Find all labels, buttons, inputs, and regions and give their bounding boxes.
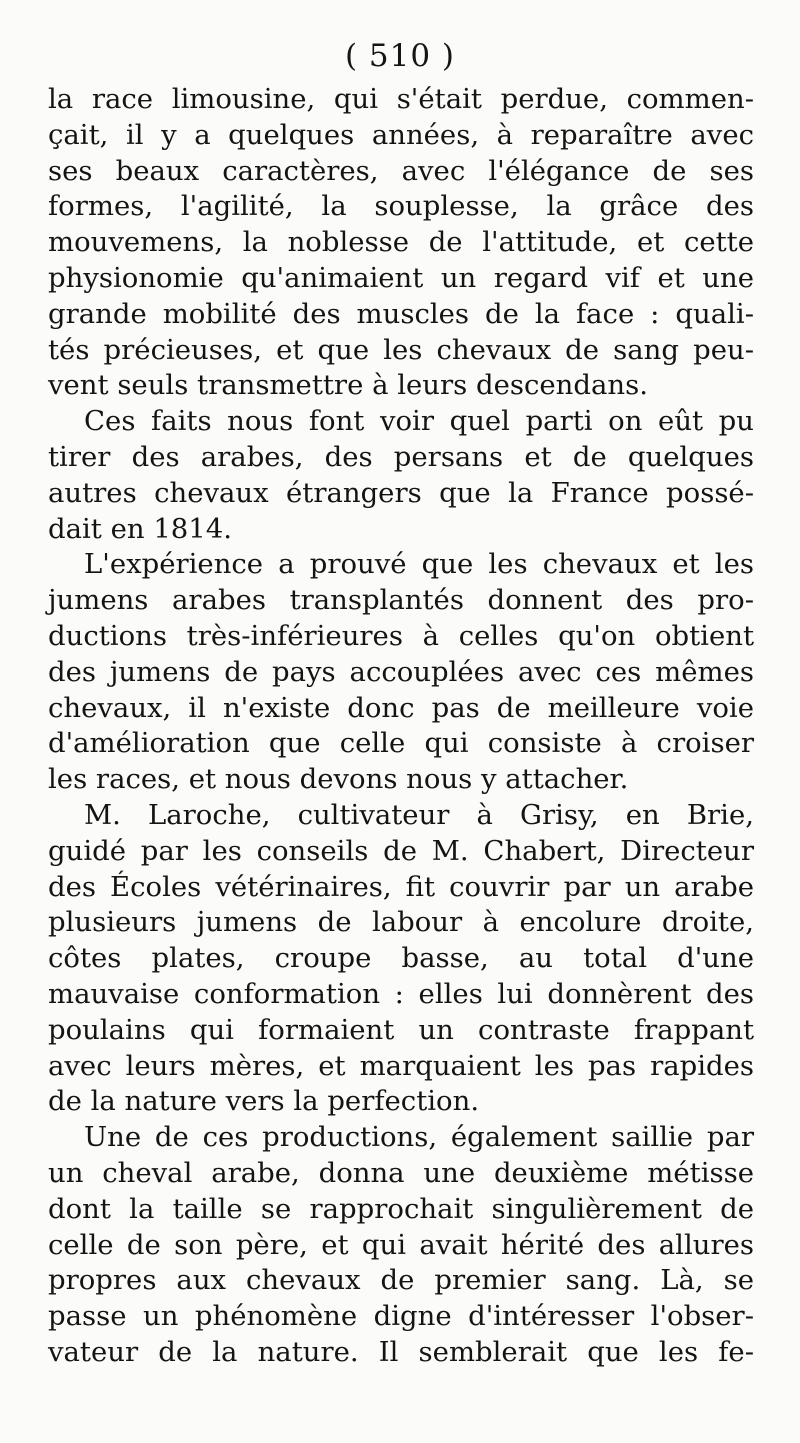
text-line: dont la taille se rapprochait singulièrement de bbox=[48, 1192, 754, 1225]
text-line: avec leurs mères, et marquaient les pas rapides bbox=[48, 1049, 754, 1082]
paragraph bbox=[48, 547, 754, 798]
text-line: propres aux chevaux de premier sang. Là, se bbox=[48, 1264, 754, 1297]
text-line: Ces faits nous font voir quel parti on eût pu bbox=[84, 405, 754, 438]
text-line: côtes plates, croupe basse, au total d'une bbox=[48, 942, 754, 975]
text-line: physionomie qu'animaient un regard vif et une bbox=[48, 261, 754, 294]
text-line: Une de ces productions, également saillie par bbox=[84, 1121, 754, 1154]
text-line: ductions très-inférieures à celles qu'on obtient bbox=[48, 619, 754, 652]
text-line: des Écoles vétérinaires, fit couvrir par un arabe bbox=[48, 870, 754, 903]
text-line: des jumens de pays accouplées avec ces mêmes bbox=[48, 655, 754, 688]
text-line: autres chevaux étrangers que la France possé- bbox=[48, 476, 754, 509]
text-line: guidé par les conseils de M. Chabert, Directeur bbox=[48, 834, 754, 867]
text-line: ses beaux caractères, avec l'élégance de ses bbox=[48, 154, 754, 187]
text-line: un cheval arabe, donna une deuxième métisse bbox=[48, 1156, 754, 1189]
body-text bbox=[48, 82, 754, 1371]
text-line: jumens arabes transplantés donnent des pro- bbox=[48, 584, 754, 617]
text-line: les races, et nous devons nous y attacher. bbox=[48, 763, 629, 796]
text-line: M. Laroche, cultivateur à Grisy, en Brie, bbox=[84, 798, 754, 831]
text-line: celle de son père, et qui avait hérité des allures bbox=[48, 1228, 754, 1261]
paragraph bbox=[48, 404, 754, 547]
text-line: vateur de la nature. Il semblerait que les fe- bbox=[48, 1335, 754, 1368]
text-line: dait en 1814. bbox=[48, 512, 233, 545]
text-line: plusieurs jumens de labour à encolure droite, bbox=[48, 906, 754, 939]
text-line: de la nature vers la perfection. bbox=[48, 1085, 480, 1118]
paragraph bbox=[48, 798, 754, 1120]
paragraph bbox=[48, 1120, 754, 1371]
paragraph bbox=[48, 82, 754, 404]
text-line: d'amélioration que celle qui consiste à croiser bbox=[48, 727, 754, 760]
text-line: chevaux, il n'existe donc pas de meilleure voie bbox=[48, 691, 754, 724]
page-number: ( 510 ) bbox=[344, 38, 456, 74]
text-line: mauvaise conformation : elles lui donnèrent des bbox=[48, 977, 754, 1010]
text-line: grande mobilité des muscles de la face : quali- bbox=[48, 297, 754, 330]
text-line: formes, l'agilité, la souplesse, la grâce des bbox=[48, 190, 754, 223]
text-line: tés précieuses, et que les chevaux de sang peu- bbox=[48, 333, 754, 366]
text-line: passe un phénomène digne d'intéresser l'obser- bbox=[48, 1300, 754, 1333]
text-line: mouvemens, la noblesse de l'attitude, et cette bbox=[48, 226, 754, 259]
text-line: L'expérience a prouvé que les chevaux et les bbox=[84, 548, 754, 581]
text-line: poulains qui formaient un contraste frappant bbox=[48, 1013, 754, 1046]
text-line: çait, il y a quelques années, à reparaître avec bbox=[48, 118, 754, 151]
text-line: vent seuls transmettre à leurs descendans. bbox=[48, 369, 648, 402]
text-line: la race limousine, qui s'était perdue, commen- bbox=[48, 83, 754, 115]
text-line: tirer des arabes, des persans et de quelques bbox=[48, 440, 754, 473]
